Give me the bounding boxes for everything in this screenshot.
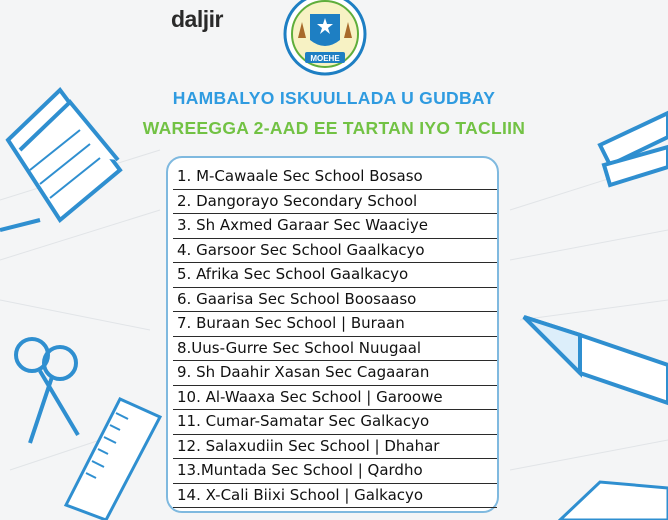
list-item: 7. Buraan Sec School | Buraan [173,312,497,337]
svg-text:MOEHE: MOEHE [310,54,340,63]
schools-list [173,165,497,508]
list-item: 14. X-Cali Biixi School | Galkacyo [173,484,497,509]
list-item: 11. Cumar-Samatar Sec Galkacyo [173,410,497,435]
notebook-icon [0,80,150,240]
moehe-emblem-logo [272,0,379,78]
title-congratulations: HAMBALYO ISKUULLADA U GUDBAY [172,88,496,108]
stapler-icon [570,85,668,195]
pencil-icon [520,305,668,415]
list-item: 5. Afrika Sec School Gaalkacyo [173,263,497,288]
list-item: 1. M-Cawaale Sec School Bosaso [173,165,497,190]
list-item: 10. Al-Waaxa Sec School | Garoowe [173,386,497,411]
ruler-icon [60,395,170,520]
list-item: 3. Sh Axmed Garaar Sec Waaciye [173,214,497,239]
list-item: 13.Muntada Sec School | Qardho [173,459,497,484]
list-item: 4. Garsoor Sec School Gaalkacyo [173,239,497,264]
list-item: 12. Salaxudiin Sec School | Dhahar [173,435,497,460]
list-item: 2. Dangorayo Secondary School [173,190,497,215]
title-round-two: WAREEGGA 2-AAD EE TARTAN IYO TACLIIN [142,118,526,138]
eraser-icon [540,470,668,520]
daljir-logo: daljir [171,6,223,32]
list-item: 9. Sh Daahir Xasan Sec Cagaaran [173,361,497,386]
list-item: 8.Uus-Gurre Sec School Nuugaal [173,337,497,362]
list-item: 6. Gaarisa Sec School Boosaaso [173,288,497,313]
